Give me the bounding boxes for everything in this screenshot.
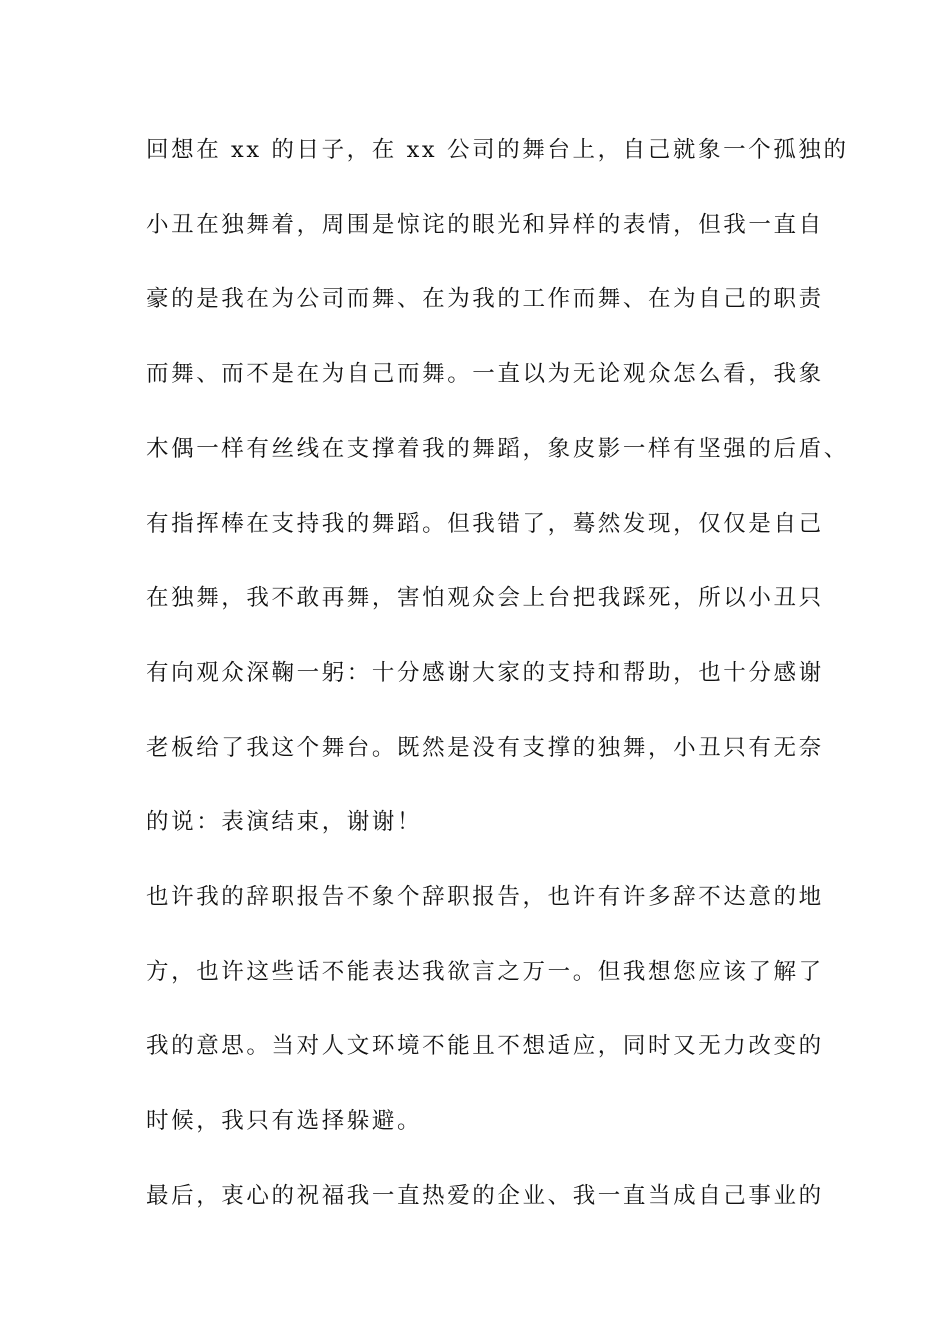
text-line: 最后，衷心的祝福我一直热爱的企业、我一直当成自己事业的 (146, 1183, 824, 1209)
text-line: 老板给了我这个舞台。既然是没有支撑的独舞，小丑只有无奈 (146, 735, 824, 761)
text-line: 回想在 xx 的日子，在 xx 公司的舞台上，自己就象一个孤独的 (146, 137, 849, 163)
text-line: 我的意思。当对人文环境不能且不想适应，同时又无力改变的 (146, 1033, 824, 1059)
text-line: 小丑在独舞着，周围是惊诧的眼光和异样的表情，但我一直自 (146, 212, 824, 238)
text-line: 木偶一样有丝线在支撑着我的舞蹈，象皮影一样有坚强的后盾、 (146, 436, 849, 462)
text-line: 的说：表演结束，谢谢！ (146, 809, 423, 835)
text-line: 在独舞，我不敢再舞，害怕观众会上台把我踩死，所以小丑只 (146, 585, 824, 611)
text-line: 而舞、而不是在为自己而舞。一直以为无论观众怎么看，我象 (146, 361, 824, 387)
text-line: 也许我的辞职报告不象个辞职报告，也许有许多辞不达意的地 (146, 884, 824, 910)
text-line: 有指挥棒在支持我的舞蹈。但我错了，蓦然发现，仅仅是自己 (146, 511, 824, 537)
text-line: 豪的是我在为公司而舞、在为我的工作而舞、在为自己的职责 (146, 286, 824, 312)
text-line: 有向观众深鞠一躬：十分感谢大家的支持和帮助，也十分感谢 (146, 660, 824, 686)
text-line: 时候，我只有选择躲避。 (146, 1108, 423, 1134)
text-line: 方，也许这些话不能表达我欲言之万一。但我想您应该了解了 (146, 959, 824, 985)
